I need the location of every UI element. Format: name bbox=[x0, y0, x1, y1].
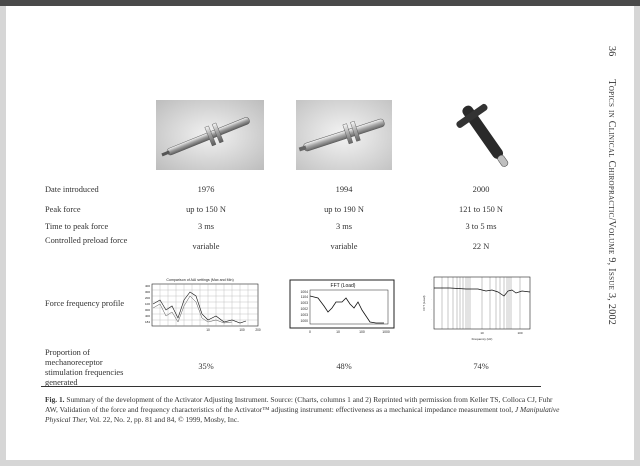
svg-text:000: 000 bbox=[144, 308, 150, 312]
force-frequency-chart-1976 bbox=[136, 276, 264, 336]
svg-text:10: 10 bbox=[336, 330, 340, 334]
row-label-peak-force: Peak force bbox=[45, 205, 81, 214]
cell-date-1976: 1976 bbox=[197, 185, 215, 194]
chart3-xlabel: Frequency (Hz) bbox=[471, 337, 493, 341]
cell-date-2000: 2000 bbox=[472, 185, 490, 194]
chart2-title: FFT (Load) bbox=[330, 283, 356, 289]
svg-text:1003: 1003 bbox=[300, 313, 308, 317]
cell-date-1994: 1994 bbox=[335, 185, 353, 194]
cell-peak-force-2000: 121 to 150 N bbox=[459, 205, 503, 214]
row-label-date: Date introduced bbox=[45, 185, 99, 194]
cell-peak-force-1994: up to 190 N bbox=[324, 205, 364, 214]
svg-text:200: 200 bbox=[255, 328, 261, 332]
svg-text:·: · bbox=[431, 288, 432, 291]
caption-citation: Vol. 22, No. 2, pp. 81 and 84, © 1999, Mosby, Inc. bbox=[89, 415, 239, 424]
running-head bbox=[606, 46, 617, 325]
svg-text:100: 100 bbox=[359, 330, 365, 334]
cell-proportion-1994: 48% bbox=[336, 362, 352, 371]
row-label-time-to-peak: Time to peak force bbox=[45, 222, 109, 231]
cell-peak-force-1976: up to 150 N bbox=[186, 205, 226, 214]
chart3-ylabel: FFT (Load) bbox=[422, 295, 426, 311]
svg-text:1004: 1004 bbox=[300, 290, 308, 294]
document-page bbox=[6, 6, 634, 460]
svg-text:200: 200 bbox=[144, 296, 150, 300]
svg-text:0: 0 bbox=[309, 330, 311, 334]
svg-text:1000: 1000 bbox=[300, 319, 308, 323]
row-label-proportion: Proportion of mechanoreceptor stimulation frequencies generated bbox=[45, 348, 124, 387]
svg-text:1104: 1104 bbox=[300, 295, 308, 299]
svg-text:100: 100 bbox=[517, 331, 523, 335]
cell-time-1994: 3 ms bbox=[335, 222, 353, 231]
page-number: 36 bbox=[606, 46, 617, 57]
cell-proportion-2000: 74% bbox=[473, 362, 489, 371]
svg-text:1002: 1002 bbox=[300, 307, 308, 311]
instrument-photo-1994 bbox=[296, 100, 392, 170]
svg-text:300: 300 bbox=[144, 290, 150, 294]
caption-journal: J Manipulative Physical Ther, bbox=[45, 405, 560, 424]
cell-preload-1994: variable bbox=[330, 242, 358, 251]
svg-text:·: · bbox=[431, 308, 432, 311]
table-bottom-rule bbox=[41, 386, 541, 387]
svg-text:·: · bbox=[431, 318, 432, 321]
svg-text:184: 184 bbox=[144, 320, 150, 324]
caption-text: Summary of the development of the Activator Adjusting Instrument. Source: (Charts, columns 1 and 2) Reprinted with permission from Keller TS, Colloca CJ, Fuhr AW, Validation of the force and frequency characteristics of the Activator™ adjusting instrument: effectiveness as a mechanical impedance measurement tool, bbox=[45, 395, 553, 414]
svg-text:100: 100 bbox=[144, 302, 150, 306]
caption-label: Fig. 1. bbox=[45, 395, 65, 404]
cell-proportion-1976: 35% bbox=[198, 362, 214, 371]
row-label-preload: Controlled preload force bbox=[45, 236, 128, 245]
cell-preload-2000: 22 N bbox=[472, 242, 490, 251]
force-frequency-chart-2000 bbox=[420, 274, 536, 344]
svg-text:100: 100 bbox=[239, 328, 245, 332]
cell-preload-1976: variable bbox=[192, 242, 220, 251]
cell-time-1976: 3 ms bbox=[197, 222, 215, 231]
cell-time-2000: 3 to 5 ms bbox=[465, 222, 497, 231]
svg-text:·: · bbox=[431, 298, 432, 301]
svg-text:400: 400 bbox=[144, 314, 150, 318]
svg-text:10: 10 bbox=[480, 331, 484, 335]
figure-caption bbox=[45, 395, 565, 425]
row-label-force-frequency: Force frequency profile bbox=[45, 299, 125, 308]
svg-text:1003: 1003 bbox=[300, 301, 308, 305]
svg-text:10: 10 bbox=[206, 328, 210, 332]
svg-text:1000: 1000 bbox=[382, 330, 390, 334]
force-frequency-chart-1994 bbox=[288, 278, 396, 336]
instrument-photo-2000 bbox=[446, 100, 526, 172]
svg-text:·: · bbox=[431, 278, 432, 281]
svg-text:400: 400 bbox=[144, 284, 150, 288]
chart1-title: Comparison of AAI settings (Max and Min) bbox=[166, 278, 234, 282]
instrument-photo-1976 bbox=[156, 100, 264, 170]
journal-running-title: Topics in Clinical Chiropractic/Volume 9, Issue 3, 2002 bbox=[606, 79, 617, 326]
